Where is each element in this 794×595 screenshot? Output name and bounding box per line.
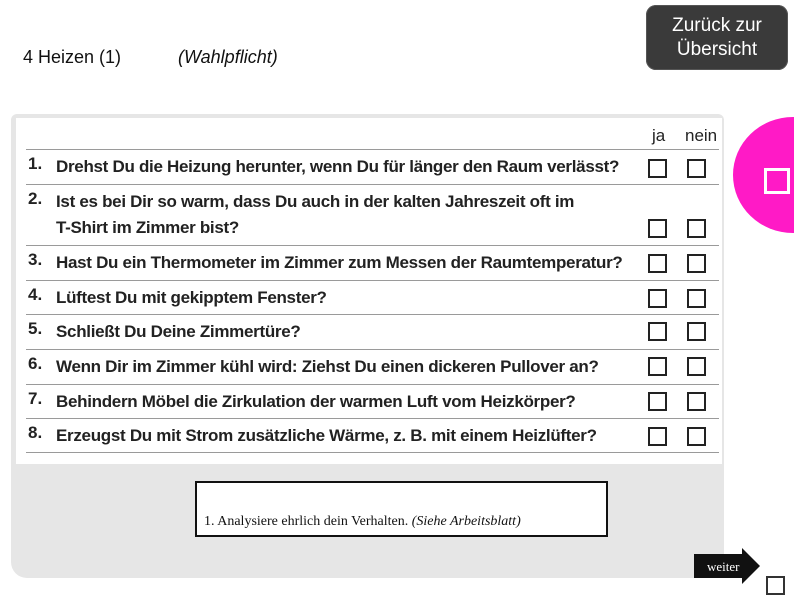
answer-ja-checkbox[interactable] — [648, 357, 667, 376]
answer-ja-checkbox[interactable] — [648, 159, 667, 178]
question-number: 3. — [28, 250, 43, 269]
answer-nein-checkbox[interactable] — [687, 322, 706, 341]
back-to-overview-button[interactable] — [646, 5, 788, 70]
instruction-hint: (Siehe Arbeitsblatt) — [411, 514, 521, 529]
question-row — [26, 418, 719, 452]
question-text: Hast Du ein Thermometer im Zimmer zum Messen der Raumtemperatur? — [56, 253, 623, 272]
question-text: Lüftest Du mit gekipptem Fenster? — [56, 288, 327, 307]
question-number: 1. — [28, 154, 43, 173]
next-button[interactable] — [694, 548, 762, 584]
page-title: 4 Heizen (1) — [23, 47, 122, 67]
table-bottom-divider — [26, 452, 719, 453]
instruction-text — [204, 514, 521, 530]
question-row — [26, 245, 719, 280]
question-text: Ist es bei Dir so warm, dass Du auch in der kalten Jahreszeit oft im T-Shirt im Zimmer bist? — [56, 192, 575, 237]
pink-square-icon[interactable] — [764, 168, 790, 194]
question-number: 5. — [28, 319, 43, 338]
answer-nein-checkbox[interactable] — [687, 392, 706, 411]
question-number: 7. — [28, 389, 43, 408]
answer-ja-checkbox[interactable] — [648, 219, 667, 238]
question-row — [26, 184, 719, 245]
back-button-label: Zurück zur Übersicht — [672, 14, 762, 60]
question-row — [26, 149, 719, 184]
question-text: Erzeugst Du mit Strom zusätzliche Wärme, z. B. mit einem Heizlüfter? — [56, 426, 597, 445]
answer-ja-checkbox[interactable] — [648, 322, 667, 341]
instruction-box — [195, 481, 608, 537]
question-text: Behindern Möbel die Zirkulation der warmen Luft vom Heizkörper? — [56, 392, 576, 411]
question-text: Schließt Du Deine Zimmertüre? — [56, 322, 301, 341]
next-button-label: weiter — [707, 559, 740, 574]
question-row — [26, 384, 719, 418]
questionnaire — [16, 118, 722, 464]
corner-square-icon[interactable] — [766, 576, 785, 595]
column-header-nein: nein — [685, 126, 718, 145]
question-text: Drehst Du die Heizung herunter, wenn Du für länger den Raum verlässt? — [56, 157, 620, 176]
answer-nein-checkbox[interactable] — [687, 159, 706, 178]
answer-ja-checkbox[interactable] — [648, 289, 667, 308]
answer-ja-checkbox[interactable] — [648, 427, 667, 446]
answer-nein-checkbox[interactable] — [687, 219, 706, 238]
question-text: Wenn Dir im Zimmer kühl wird: Ziehst Du einen dickeren Pullover an? — [56, 357, 599, 376]
question-number: 8. — [28, 423, 43, 442]
question-number: 6. — [28, 354, 43, 373]
answer-nein-checkbox[interactable] — [687, 427, 706, 446]
answer-nein-checkbox[interactable] — [687, 357, 706, 376]
answer-nein-checkbox[interactable] — [687, 254, 706, 273]
question-row — [26, 314, 719, 349]
question-row — [26, 349, 719, 384]
question-number: 2. — [28, 189, 43, 208]
column-header-ja: ja — [652, 126, 666, 145]
answer-nein-checkbox[interactable] — [687, 289, 706, 308]
answer-ja-checkbox[interactable] — [648, 392, 667, 411]
page-subtitle: (Wahlpflicht) — [178, 47, 278, 67]
question-row — [26, 280, 719, 314]
answer-ja-checkbox[interactable] — [648, 254, 667, 273]
question-number: 4. — [28, 285, 43, 304]
instruction-main: 1. Analysiere ehrlich dein Verhalten. — [204, 514, 409, 529]
